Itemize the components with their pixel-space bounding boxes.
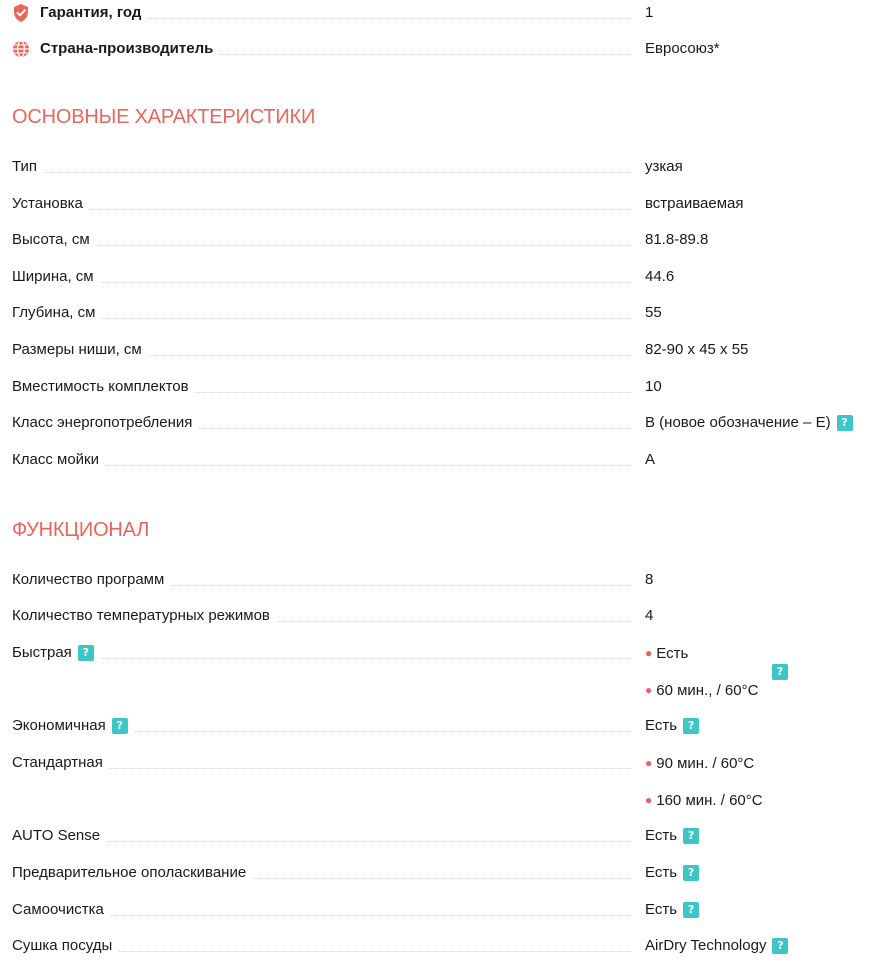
spec-value: AirDry Technology bbox=[645, 937, 767, 954]
dotted-leader bbox=[12, 209, 632, 210]
spec-label: Стандартная bbox=[12, 752, 109, 774]
spec-label-with-help bbox=[12, 642, 100, 664]
spec-value-wrapper bbox=[645, 302, 662, 324]
spec-value-with-help bbox=[645, 715, 699, 737]
spec-label: AUTO Sense bbox=[12, 825, 106, 847]
spec-label: Гарантия, год bbox=[40, 2, 147, 24]
spec-label: Вместимость комплектов bbox=[12, 376, 195, 398]
spec-label: Установка bbox=[12, 193, 89, 215]
spec-value: Есть bbox=[645, 717, 678, 734]
dotted-leader bbox=[12, 465, 632, 466]
spec-value-list-item bbox=[645, 642, 688, 665]
help-icon[interactable]: ? bbox=[683, 828, 699, 844]
globe-icon bbox=[12, 39, 30, 59]
spec-value: 60 мин., / 60°C bbox=[656, 682, 759, 699]
help-icon[interactable]: ? bbox=[683, 902, 699, 918]
spec-label: Класс энергопотребления bbox=[12, 412, 198, 434]
spec-value: 44.6 bbox=[645, 268, 675, 285]
spec-label: Класс мойки bbox=[12, 449, 105, 471]
bullet-icon: ● bbox=[645, 683, 653, 697]
spec-label: Предварительное ополаскивание bbox=[12, 862, 252, 884]
spec-value: встраиваемая bbox=[645, 195, 744, 212]
spec-value: B (новое обозначение – E) bbox=[645, 414, 831, 431]
spec-value-list-item bbox=[645, 752, 754, 775]
spec-value: 55 bbox=[645, 304, 662, 321]
section-title-func: ФУНКЦИОНАЛ bbox=[12, 519, 150, 541]
spec-value: Есть bbox=[645, 827, 678, 844]
spec-row bbox=[0, 449, 873, 479]
spec-value: 10 bbox=[645, 378, 662, 395]
spec-value-wrapper bbox=[645, 156, 683, 178]
spec-value-wrapper bbox=[645, 376, 662, 398]
spec-row-standard bbox=[0, 752, 873, 822]
spec-row-warranty bbox=[0, 2, 873, 32]
bullet-icon: ● bbox=[645, 793, 653, 807]
spec-row-fast bbox=[0, 642, 873, 712]
spec-label: Страна-производитель bbox=[40, 38, 219, 60]
spec-label-with-help bbox=[12, 715, 134, 737]
help-icon[interactable]: ? bbox=[683, 718, 699, 734]
shield-check-icon bbox=[12, 3, 30, 23]
spec-row-prerinse bbox=[0, 862, 873, 892]
dotted-leader bbox=[12, 282, 632, 283]
spec-label: Быстрая bbox=[12, 644, 72, 661]
help-icon[interactable]: ? bbox=[78, 645, 94, 661]
spec-label: Тип bbox=[12, 156, 43, 178]
spec-label: Размеры ниши, см bbox=[12, 339, 148, 361]
spec-row bbox=[0, 229, 873, 259]
spec-label: Количество температурных режимов bbox=[12, 605, 276, 627]
spec-row-selfclean bbox=[0, 899, 873, 929]
section-title-main: ОСНОВНЫЕ ХАРАКТЕРИСТИКИ bbox=[12, 106, 316, 128]
spec-value: Есть bbox=[656, 645, 689, 662]
spec-row-eco bbox=[0, 715, 873, 745]
help-icon[interactable]: ? bbox=[772, 664, 788, 680]
help-icon[interactable]: ? bbox=[112, 718, 128, 734]
spec-row-country bbox=[0, 38, 873, 68]
help-icon[interactable]: ? bbox=[837, 415, 853, 431]
dotted-leader bbox=[12, 245, 632, 246]
spec-row bbox=[0, 302, 873, 332]
spec-row bbox=[0, 412, 873, 442]
bullet-icon: ● bbox=[645, 756, 653, 770]
spec-value: A bbox=[645, 451, 656, 468]
spec-label: Количество программ bbox=[12, 569, 170, 591]
spec-value: 8 bbox=[645, 571, 654, 588]
help-icon[interactable]: ? bbox=[772, 938, 788, 954]
bullet-icon: ● bbox=[645, 646, 653, 660]
spec-value-wrapper bbox=[645, 229, 708, 251]
spec-row bbox=[0, 193, 873, 223]
spec-label: Экономичная bbox=[12, 717, 106, 734]
spec-label: Сушка посуды bbox=[12, 935, 118, 957]
spec-label: Самоочистка bbox=[12, 899, 110, 921]
spec-label: Высота, см bbox=[12, 229, 96, 251]
spec-value-list-item bbox=[645, 679, 758, 702]
spec-value: 1 bbox=[645, 4, 654, 21]
spec-row bbox=[0, 376, 873, 406]
spec-value: Евросоюз* bbox=[645, 40, 720, 57]
spec-row-drying bbox=[0, 935, 873, 965]
spec-row-auto-sense bbox=[0, 825, 873, 855]
spec-value: 160 мин. / 60°C bbox=[656, 792, 763, 809]
spec-label: Глубина, см bbox=[12, 302, 101, 324]
spec-row bbox=[0, 156, 873, 186]
spec-value: Есть bbox=[645, 901, 678, 918]
spec-row-programs bbox=[0, 569, 873, 599]
spec-value-wrapper bbox=[645, 339, 748, 361]
spec-label: Ширина, см bbox=[12, 266, 100, 288]
spec-value-list-item bbox=[645, 789, 763, 812]
spec-value-wrapper bbox=[645, 266, 674, 288]
spec-row bbox=[0, 266, 873, 296]
spec-value-wrapper bbox=[645, 193, 744, 215]
spec-row bbox=[0, 339, 873, 369]
spec-value: 4 bbox=[645, 607, 654, 624]
dotted-leader bbox=[12, 658, 632, 659]
spec-value-with-help bbox=[645, 899, 699, 921]
spec-value: 90 мин. / 60°C bbox=[656, 755, 755, 772]
spec-value: Есть bbox=[645, 864, 678, 881]
spec-value: 82-90 х 45 х 55 bbox=[645, 341, 749, 358]
spec-value-with-help bbox=[645, 825, 699, 847]
dotted-leader bbox=[12, 318, 632, 319]
spec-value-wrapper bbox=[645, 412, 853, 434]
spec-value-with-help bbox=[645, 862, 699, 884]
dotted-leader bbox=[12, 172, 632, 173]
help-icon[interactable]: ? bbox=[683, 865, 699, 881]
spec-value: узкая bbox=[645, 158, 683, 175]
spec-value: 81.8-89.8 bbox=[645, 231, 709, 248]
spec-value-wrapper bbox=[645, 449, 655, 471]
spec-row-temps bbox=[0, 605, 873, 635]
spec-value-with-help bbox=[645, 935, 788, 957]
